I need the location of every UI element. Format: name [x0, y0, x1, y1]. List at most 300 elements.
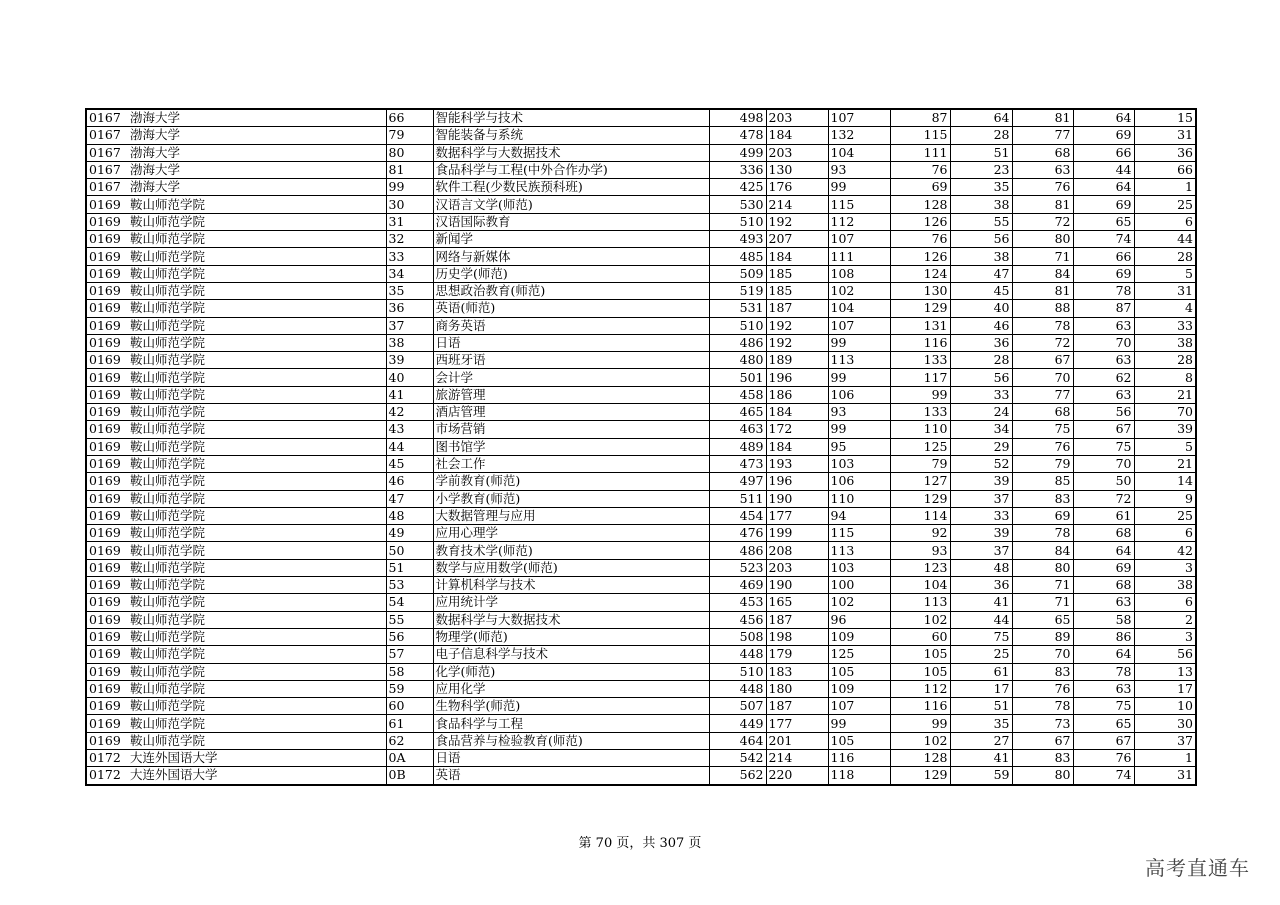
score-col-2-cell: 199	[766, 525, 828, 542]
school-name-cell: 渤海大学	[128, 109, 386, 127]
school-code-cell: 0167	[86, 109, 128, 127]
score-col-7-cell: 69	[1073, 196, 1134, 213]
major-name-cell: 数学与应用数学(师范)	[433, 559, 709, 576]
score-col-5-cell: 17	[950, 680, 1012, 697]
major-name-cell: 日语	[433, 334, 709, 351]
major-name-cell: 小学教育(师范)	[433, 490, 709, 507]
score-col-4-cell: 127	[890, 473, 950, 490]
score-col-3-cell: 93	[828, 404, 890, 421]
score-col-2-cell: 177	[766, 507, 828, 524]
score-col-2-cell: 214	[766, 749, 828, 766]
score-col-7-cell: 56	[1073, 404, 1134, 421]
major-code-cell: 39	[386, 352, 433, 369]
major-name-cell: 智能科学与技术	[433, 109, 709, 127]
score-col-8-cell: 5	[1134, 438, 1196, 455]
score-col-6-cell: 77	[1012, 127, 1073, 144]
school-code-cell: 0169	[86, 455, 128, 472]
watermark: 高考直通车	[1145, 856, 1250, 880]
school-name-cell: 鞍山师范学院	[128, 577, 386, 594]
school-code-cell: 0169	[86, 594, 128, 611]
school-code-cell: 0169	[86, 732, 128, 749]
score-col-4-cell: 69	[890, 179, 950, 196]
score-col-5-cell: 56	[950, 369, 1012, 386]
major-name-cell: 食品科学与工程(中外合作办学)	[433, 161, 709, 178]
score-total-cell: 486	[709, 542, 766, 559]
score-total-cell: 478	[709, 127, 766, 144]
score-total-cell: 454	[709, 507, 766, 524]
score-col-2-cell: 130	[766, 161, 828, 178]
table-row	[86, 196, 1196, 213]
score-col-6-cell: 71	[1012, 594, 1073, 611]
score-col-5-cell: 36	[950, 334, 1012, 351]
major-name-cell: 电子信息科学与技术	[433, 646, 709, 663]
score-col-3-cell: 96	[828, 611, 890, 628]
school-code-cell: 0169	[86, 231, 128, 248]
score-col-8-cell: 4	[1134, 300, 1196, 317]
major-code-cell: 60	[386, 698, 433, 715]
score-col-3-cell: 99	[828, 715, 890, 732]
school-name-cell: 鞍山师范学院	[128, 490, 386, 507]
table-row	[86, 179, 1196, 196]
school-code-cell: 0169	[86, 525, 128, 542]
score-col-6-cell: 81	[1012, 109, 1073, 127]
score-col-2-cell: 192	[766, 317, 828, 334]
table-row	[86, 386, 1196, 403]
score-col-3-cell: 109	[828, 680, 890, 697]
score-col-2-cell: 187	[766, 300, 828, 317]
score-total-cell: 449	[709, 715, 766, 732]
score-col-3-cell: 104	[828, 144, 890, 161]
score-col-6-cell: 76	[1012, 179, 1073, 196]
score-col-5-cell: 28	[950, 352, 1012, 369]
table-row	[86, 248, 1196, 265]
major-name-cell: 日语	[433, 749, 709, 766]
score-col-8-cell: 38	[1134, 334, 1196, 351]
score-col-7-cell: 70	[1073, 334, 1134, 351]
school-code-cell: 0169	[86, 646, 128, 663]
major-code-cell: 32	[386, 231, 433, 248]
score-col-7-cell: 63	[1073, 594, 1134, 611]
score-col-6-cell: 67	[1012, 732, 1073, 749]
score-total-cell: 476	[709, 525, 766, 542]
score-col-8-cell: 3	[1134, 559, 1196, 576]
score-col-4-cell: 131	[890, 317, 950, 334]
score-col-5-cell: 75	[950, 628, 1012, 645]
score-col-7-cell: 86	[1073, 628, 1134, 645]
score-col-8-cell: 30	[1134, 715, 1196, 732]
score-col-5-cell: 37	[950, 542, 1012, 559]
score-col-8-cell: 42	[1134, 542, 1196, 559]
school-name-cell: 鞍山师范学院	[128, 404, 386, 421]
score-col-8-cell: 31	[1134, 127, 1196, 144]
score-col-4-cell: 126	[890, 213, 950, 230]
score-col-7-cell: 66	[1073, 144, 1134, 161]
major-code-cell: 59	[386, 680, 433, 697]
score-col-6-cell: 76	[1012, 680, 1073, 697]
major-code-cell: 47	[386, 490, 433, 507]
score-total-cell: 464	[709, 732, 766, 749]
score-col-5-cell: 38	[950, 196, 1012, 213]
school-name-cell: 鞍山师范学院	[128, 231, 386, 248]
school-name-cell: 鞍山师范学院	[128, 680, 386, 697]
major-code-cell: 41	[386, 386, 433, 403]
major-name-cell: 教育技术学(师范)	[433, 542, 709, 559]
score-col-8-cell: 44	[1134, 231, 1196, 248]
score-col-4-cell: 116	[890, 698, 950, 715]
major-code-cell: 0A	[386, 749, 433, 766]
score-col-6-cell: 77	[1012, 386, 1073, 403]
score-col-3-cell: 107	[828, 109, 890, 127]
score-col-5-cell: 33	[950, 386, 1012, 403]
school-code-cell: 0169	[86, 680, 128, 697]
score-col-8-cell: 14	[1134, 473, 1196, 490]
score-col-8-cell: 37	[1134, 732, 1196, 749]
score-total-cell: 469	[709, 577, 766, 594]
score-col-5-cell: 56	[950, 231, 1012, 248]
score-col-6-cell: 83	[1012, 749, 1073, 766]
score-col-3-cell: 95	[828, 438, 890, 455]
score-col-7-cell: 67	[1073, 421, 1134, 438]
score-col-8-cell: 25	[1134, 507, 1196, 524]
score-col-7-cell: 63	[1073, 317, 1134, 334]
major-name-cell: 软件工程(少数民族预科班)	[433, 179, 709, 196]
score-col-8-cell: 38	[1134, 577, 1196, 594]
major-code-cell: 57	[386, 646, 433, 663]
score-col-3-cell: 113	[828, 542, 890, 559]
score-col-7-cell: 65	[1073, 715, 1134, 732]
score-col-4-cell: 115	[890, 127, 950, 144]
score-col-2-cell: 184	[766, 248, 828, 265]
score-col-4-cell: 133	[890, 352, 950, 369]
major-name-cell: 应用化学	[433, 680, 709, 697]
score-col-4-cell: 129	[890, 490, 950, 507]
score-col-7-cell: 78	[1073, 663, 1134, 680]
major-code-cell: 31	[386, 213, 433, 230]
score-col-3-cell: 111	[828, 248, 890, 265]
score-col-4-cell: 128	[890, 749, 950, 766]
score-col-7-cell: 70	[1073, 455, 1134, 472]
score-col-5-cell: 40	[950, 300, 1012, 317]
score-col-6-cell: 65	[1012, 611, 1073, 628]
score-col-4-cell: 110	[890, 421, 950, 438]
score-col-3-cell: 113	[828, 352, 890, 369]
score-col-5-cell: 61	[950, 663, 1012, 680]
score-col-5-cell: 55	[950, 213, 1012, 230]
score-col-5-cell: 35	[950, 715, 1012, 732]
major-code-cell: 30	[386, 196, 433, 213]
school-code-cell: 0169	[86, 438, 128, 455]
table-row	[86, 663, 1196, 680]
school-name-cell: 鞍山师范学院	[128, 386, 386, 403]
score-col-3-cell: 99	[828, 421, 890, 438]
score-col-7-cell: 72	[1073, 490, 1134, 507]
school-name-cell: 渤海大学	[128, 161, 386, 178]
score-col-5-cell: 47	[950, 265, 1012, 282]
score-total-cell: 501	[709, 369, 766, 386]
score-col-8-cell: 21	[1134, 386, 1196, 403]
major-name-cell: 智能装备与系统	[433, 127, 709, 144]
table-row	[86, 161, 1196, 178]
school-code-cell: 0169	[86, 317, 128, 334]
score-col-3-cell: 108	[828, 265, 890, 282]
score-col-7-cell: 66	[1073, 248, 1134, 265]
major-name-cell: 网络与新媒体	[433, 248, 709, 265]
score-col-5-cell: 38	[950, 248, 1012, 265]
score-total-cell: 473	[709, 455, 766, 472]
major-code-cell: 61	[386, 715, 433, 732]
school-code-cell: 0169	[86, 698, 128, 715]
school-code-cell: 0169	[86, 559, 128, 576]
major-name-cell: 新闻学	[433, 231, 709, 248]
score-col-7-cell: 58	[1073, 611, 1134, 628]
major-code-cell: 33	[386, 248, 433, 265]
major-name-cell: 应用心理学	[433, 525, 709, 542]
score-col-3-cell: 100	[828, 577, 890, 594]
table-row	[86, 144, 1196, 161]
score-col-4-cell: 79	[890, 455, 950, 472]
school-name-cell: 鞍山师范学院	[128, 317, 386, 334]
score-col-4-cell: 126	[890, 248, 950, 265]
score-col-3-cell: 107	[828, 231, 890, 248]
score-col-6-cell: 71	[1012, 248, 1073, 265]
score-col-6-cell: 75	[1012, 421, 1073, 438]
school-name-cell: 鞍山师范学院	[128, 507, 386, 524]
score-col-4-cell: 76	[890, 231, 950, 248]
school-code-cell: 0169	[86, 611, 128, 628]
score-col-7-cell: 65	[1073, 213, 1134, 230]
table-row	[86, 334, 1196, 351]
score-col-4-cell: 133	[890, 404, 950, 421]
score-col-7-cell: 75	[1073, 698, 1134, 715]
score-total-cell: 486	[709, 334, 766, 351]
table-row	[86, 369, 1196, 386]
school-code-cell: 0167	[86, 144, 128, 161]
score-col-3-cell: 103	[828, 455, 890, 472]
score-col-4-cell: 124	[890, 265, 950, 282]
score-col-3-cell: 99	[828, 369, 890, 386]
school-code-cell: 0169	[86, 421, 128, 438]
major-name-cell: 酒店管理	[433, 404, 709, 421]
major-code-cell: 56	[386, 628, 433, 645]
major-name-cell: 历史学(师范)	[433, 265, 709, 282]
score-col-7-cell: 61	[1073, 507, 1134, 524]
score-col-4-cell: 130	[890, 282, 950, 299]
score-total-cell: 510	[709, 663, 766, 680]
score-col-2-cell: 192	[766, 213, 828, 230]
score-col-3-cell: 107	[828, 317, 890, 334]
score-col-7-cell: 44	[1073, 161, 1134, 178]
score-col-4-cell: 112	[890, 680, 950, 697]
score-col-7-cell: 78	[1073, 282, 1134, 299]
score-col-6-cell: 85	[1012, 473, 1073, 490]
school-name-cell: 鞍山师范学院	[128, 265, 386, 282]
score-total-cell: 448	[709, 646, 766, 663]
score-col-2-cell: 189	[766, 352, 828, 369]
score-col-6-cell: 81	[1012, 282, 1073, 299]
major-name-cell: 汉语言文学(师范)	[433, 196, 709, 213]
score-col-4-cell: 105	[890, 663, 950, 680]
school-code-cell: 0167	[86, 179, 128, 196]
school-code-cell: 0169	[86, 248, 128, 265]
score-col-2-cell: 192	[766, 334, 828, 351]
major-name-cell: 食品营养与检验教育(师范)	[433, 732, 709, 749]
school-code-cell: 0169	[86, 404, 128, 421]
table-row	[86, 732, 1196, 749]
score-col-5-cell: 36	[950, 577, 1012, 594]
score-total-cell: 499	[709, 144, 766, 161]
major-code-cell: 62	[386, 732, 433, 749]
major-name-cell: 应用统计学	[433, 594, 709, 611]
school-code-cell: 0169	[86, 196, 128, 213]
school-name-cell: 鞍山师范学院	[128, 646, 386, 663]
school-name-cell: 鞍山师范学院	[128, 334, 386, 351]
score-col-4-cell: 102	[890, 732, 950, 749]
score-col-6-cell: 80	[1012, 559, 1073, 576]
score-col-8-cell: 25	[1134, 196, 1196, 213]
major-code-cell: 66	[386, 109, 433, 127]
major-name-cell: 汉语国际教育	[433, 213, 709, 230]
score-col-4-cell: 76	[890, 161, 950, 178]
major-name-cell: 英语(师范)	[433, 300, 709, 317]
score-col-4-cell: 99	[890, 715, 950, 732]
score-col-5-cell: 33	[950, 507, 1012, 524]
table-row	[86, 300, 1196, 317]
school-name-cell: 鞍山师范学院	[128, 352, 386, 369]
score-col-6-cell: 76	[1012, 438, 1073, 455]
school-name-cell: 大连外国语大学	[128, 767, 386, 785]
score-col-7-cell: 64	[1073, 179, 1134, 196]
school-code-cell: 0169	[86, 386, 128, 403]
score-col-5-cell: 46	[950, 317, 1012, 334]
school-name-cell: 鞍山师范学院	[128, 421, 386, 438]
table-row	[86, 127, 1196, 144]
score-col-6-cell: 88	[1012, 300, 1073, 317]
school-name-cell: 鞍山师范学院	[128, 248, 386, 265]
major-code-cell: 50	[386, 542, 433, 559]
score-col-5-cell: 45	[950, 282, 1012, 299]
score-col-8-cell: 21	[1134, 455, 1196, 472]
score-col-8-cell: 33	[1134, 317, 1196, 334]
page-footer: 第 70 页，共 307 页	[578, 836, 702, 851]
score-col-8-cell: 1	[1134, 179, 1196, 196]
major-code-cell: 99	[386, 179, 433, 196]
score-col-3-cell: 109	[828, 628, 890, 645]
score-col-6-cell: 71	[1012, 577, 1073, 594]
major-name-cell: 会计学	[433, 369, 709, 386]
score-col-7-cell: 68	[1073, 577, 1134, 594]
score-col-7-cell: 87	[1073, 300, 1134, 317]
school-name-cell: 鞍山师范学院	[128, 196, 386, 213]
table-row	[86, 749, 1196, 766]
major-code-cell: 44	[386, 438, 433, 455]
table-row	[86, 680, 1196, 697]
table-row	[86, 577, 1196, 594]
score-col-8-cell: 31	[1134, 282, 1196, 299]
score-col-2-cell: 180	[766, 680, 828, 697]
score-col-3-cell: 115	[828, 196, 890, 213]
score-col-8-cell: 70	[1134, 404, 1196, 421]
school-code-cell: 0169	[86, 473, 128, 490]
score-col-5-cell: 25	[950, 646, 1012, 663]
score-col-8-cell: 5	[1134, 265, 1196, 282]
school-code-cell: 0169	[86, 300, 128, 317]
score-col-4-cell: 114	[890, 507, 950, 524]
major-name-cell: 思想政治教育(师范)	[433, 282, 709, 299]
score-col-6-cell: 78	[1012, 698, 1073, 715]
school-code-cell: 0172	[86, 767, 128, 785]
score-total-cell: 530	[709, 196, 766, 213]
score-col-3-cell: 105	[828, 663, 890, 680]
major-name-cell: 图书馆学	[433, 438, 709, 455]
school-code-cell: 0169	[86, 542, 128, 559]
major-name-cell: 旅游管理	[433, 386, 709, 403]
score-col-5-cell: 51	[950, 698, 1012, 715]
score-col-5-cell: 44	[950, 611, 1012, 628]
score-col-8-cell: 8	[1134, 369, 1196, 386]
score-col-8-cell: 6	[1134, 594, 1196, 611]
school-code-cell: 0169	[86, 282, 128, 299]
score-col-3-cell: 110	[828, 490, 890, 507]
score-col-5-cell: 35	[950, 179, 1012, 196]
score-col-8-cell: 10	[1134, 698, 1196, 715]
score-col-5-cell: 28	[950, 127, 1012, 144]
major-name-cell: 生物科学(师范)	[433, 698, 709, 715]
score-col-2-cell: 187	[766, 611, 828, 628]
score-col-2-cell: 196	[766, 369, 828, 386]
table-row	[86, 594, 1196, 611]
score-total-cell: 509	[709, 265, 766, 282]
school-name-cell: 鞍山师范学院	[128, 542, 386, 559]
table-row	[86, 352, 1196, 369]
major-name-cell: 计算机科学与技术	[433, 577, 709, 594]
major-code-cell: 43	[386, 421, 433, 438]
score-col-2-cell: 193	[766, 455, 828, 472]
score-col-6-cell: 83	[1012, 490, 1073, 507]
school-name-cell: 渤海大学	[128, 179, 386, 196]
score-col-4-cell: 93	[890, 542, 950, 559]
score-total-cell: 453	[709, 594, 766, 611]
score-col-4-cell: 102	[890, 611, 950, 628]
score-col-5-cell: 41	[950, 594, 1012, 611]
score-col-8-cell: 6	[1134, 213, 1196, 230]
table-row	[86, 231, 1196, 248]
admission-score-table	[85, 108, 1197, 786]
score-total-cell: 510	[709, 213, 766, 230]
score-total-cell: 523	[709, 559, 766, 576]
major-name-cell: 数据科学与大数据技术	[433, 144, 709, 161]
score-col-2-cell: 214	[766, 196, 828, 213]
score-total-cell: 542	[709, 749, 766, 766]
score-col-5-cell: 64	[950, 109, 1012, 127]
table-row	[86, 455, 1196, 472]
score-col-7-cell: 69	[1073, 127, 1134, 144]
score-col-5-cell: 52	[950, 455, 1012, 472]
school-name-cell: 鞍山师范学院	[128, 611, 386, 628]
score-col-6-cell: 72	[1012, 213, 1073, 230]
major-code-cell: 58	[386, 663, 433, 680]
table-row	[86, 109, 1196, 127]
score-col-2-cell: 190	[766, 577, 828, 594]
score-col-2-cell: 196	[766, 473, 828, 490]
table-row	[86, 507, 1196, 524]
major-name-cell: 大数据管理与应用	[433, 507, 709, 524]
school-code-cell: 0167	[86, 127, 128, 144]
score-total-cell: 485	[709, 248, 766, 265]
score-col-8-cell: 15	[1134, 109, 1196, 127]
school-code-cell: 0169	[86, 369, 128, 386]
table-row	[86, 438, 1196, 455]
score-total-cell: 456	[709, 611, 766, 628]
